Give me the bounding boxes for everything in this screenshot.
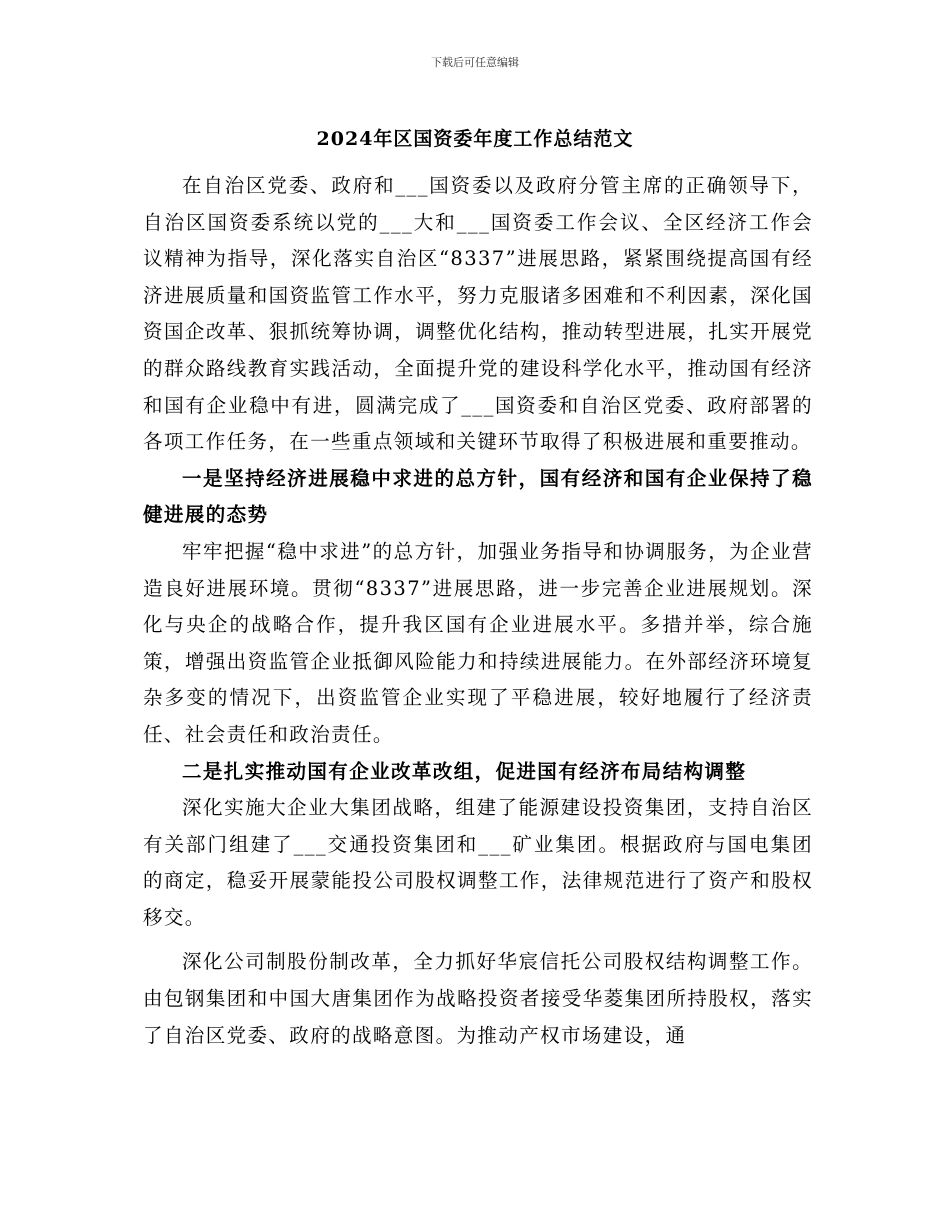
section-2-paragraph-2: 深化公司制股份制改革，全力抓好华宸信托公司股权结构调整工作。由包钢集团和中国大唐集团作为战略投资者接受华菱集团所持股权，落实了自治区党委、政府的战略意图。为推动产权市场建设，通	[143, 950, 813, 1047]
header-note: 下载后可任意编辑	[431, 56, 519, 69]
section-heading-1: 一是坚持经济进展稳中求进的总方针，国有经济和国有企业保持了稳健进展的态势	[143, 466, 813, 527]
intro-paragraph: 在自治区党委、政府和___国资委以及政府分管主席的正确领导下，自治区国资委系统以党的___大和___国资委工作会议、全区经济工作会议精神为指导，深化落实自治区“8337”进展思路，紧紧围绕提高国有经济进展质量和国资监管工作水平，努力克服诸多困难和不利因素，深化国资国企改革、狠抓统筹协调，调整优化结构，推动转型进展，扎实开展党的群众路线教育实践活动，全面提升党的建设科学化水平，推动国有经济和国有企业稳中有进，圆满完成了___国资委和自治区党委、政府部署的各项工作任务，在一些重点领域和关键环节取得了积极进展和重要推动。	[143, 174, 813, 454]
section-1-paragraph: 牢牢把握“稳中求进”的总方针，加强业务指导和协调服务，为企业营造良好进展环境。贯彻“8337”进展思路，进一步完善企业进展规划。深化与央企的战略合作，提升我区国有企业进展水平。多措并举，综合施策，增强出资监管企业抵御风险能力和持续进展能力。在外部经济环境复杂多变的情况下，出资监管企业实现了平稳进展，较好地履行了经济责任、社会责任和政治责任。	[143, 539, 813, 746]
section-heading-2: 二是扎实推动国有企业改革改组，促进国有经济布局结构调整	[182, 759, 747, 783]
section-2-paragraph-1: 深化实施大企业大集团战略，组建了能源建设投资集团，支持自治区有关部门组建了___交通投资集团和___矿业集团。根据政府与国电集团的商定，稳妥开展蒙能投公司股权调整工作，法律规范进行了资产和股权移交。	[143, 796, 813, 929]
document-title: 2024年区国资委年度工作总结范文	[316, 128, 634, 150]
document-body	[143, 168, 813, 1054]
